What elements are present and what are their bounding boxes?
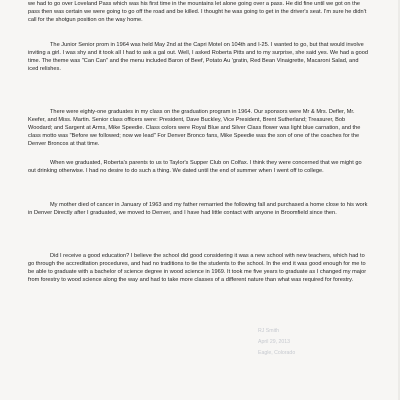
signature-date: April 29, 2013 — [258, 339, 291, 345]
signature-place: Eagle, Colorado — [258, 350, 296, 356]
paragraph-education — [28, 252, 370, 284]
paragraph-text: The Junior Senior prom in 1964 was held May 2nd at the Capri Motel on 104th and I-25. I wanted to go, but that would involve inviting a girl. I was shy and it took all I had to ask a gal out. Well, I asked Roberta Pitts and to my surprise, she said yes. We had a good time. The theme was "Can Can" and the menu included Baron of Beef, Potato Au 'gratin, Red Bean Vinaigrette, Macaroni Salad, and iced relishes. — [28, 42, 368, 73]
paragraph-loveland-pass — [28, 0, 370, 24]
paragraph-family-move — [28, 201, 370, 217]
paragraph-graduation-dinner — [28, 159, 370, 175]
paragraph-junior-senior-prom — [28, 41, 370, 73]
faint-signature-block — [258, 326, 358, 359]
paragraph-graduation-class — [28, 108, 370, 148]
paragraph-text: Did I receive a good education? I believe the school did good considering it was a new school with new teachers, which had to go through the accreditation procedures, and had no traditions to tie the students to the school. In the end it was good enough for me to be able to graduate with a bachelor of science degree in wood science in 1969. It took me five years to graduate as I changed my major from forestry to wood science along the way and had to take more classes of a different nature than what was required for forestry. — [28, 253, 367, 284]
signature-name: RJ Smith — [258, 328, 280, 334]
paragraph-text: we had to go over Loveland Pass which was his first time in the mountains let alone going over a pass. He did fine until we got on the pass then was certain we were going to go off the road and be killed. I thought he was going to get in the driver's seat. I'm sure he didn't call for the shotgun position on the way home. — [28, 1, 367, 24]
paragraph-text: My mother died of cancer in January of 1963 and my father remarried the following fall and purchased a home close to his work in Denver Directly after I graduated, we moved to Denver, and I have had little contact with anyone in Broomfield since then. — [28, 202, 368, 217]
paragraph-text: There were eighty-one graduates in my class on the graduation program in 1964. Our sponsors were Mr & Mrs. Defler, Mr. Keefer, and Miss. Martin. Senior class officers were: President, Dave Buckley, Vice President, Brent Sutherland; Treasurer, Bob Woodard; and Sargent at Arms, Mike Speedie. Class colors were Royal Blue and Silver Class flower was light blue carnation, and the class motto was "Before we followed; now we lead" For Denver Bronco fans, Mike Speedie was the son of one of the coaches for the Denver Broncos at that time. — [28, 109, 361, 148]
paragraph-text: When we graduated, Roberta's parents to us to Taylor's Supper Club on Colfax. I think they were concerned that we might go out drinking otherwise. I had no desire to do such a thing. We dated until the end of summer when I went off to college. — [28, 160, 362, 175]
